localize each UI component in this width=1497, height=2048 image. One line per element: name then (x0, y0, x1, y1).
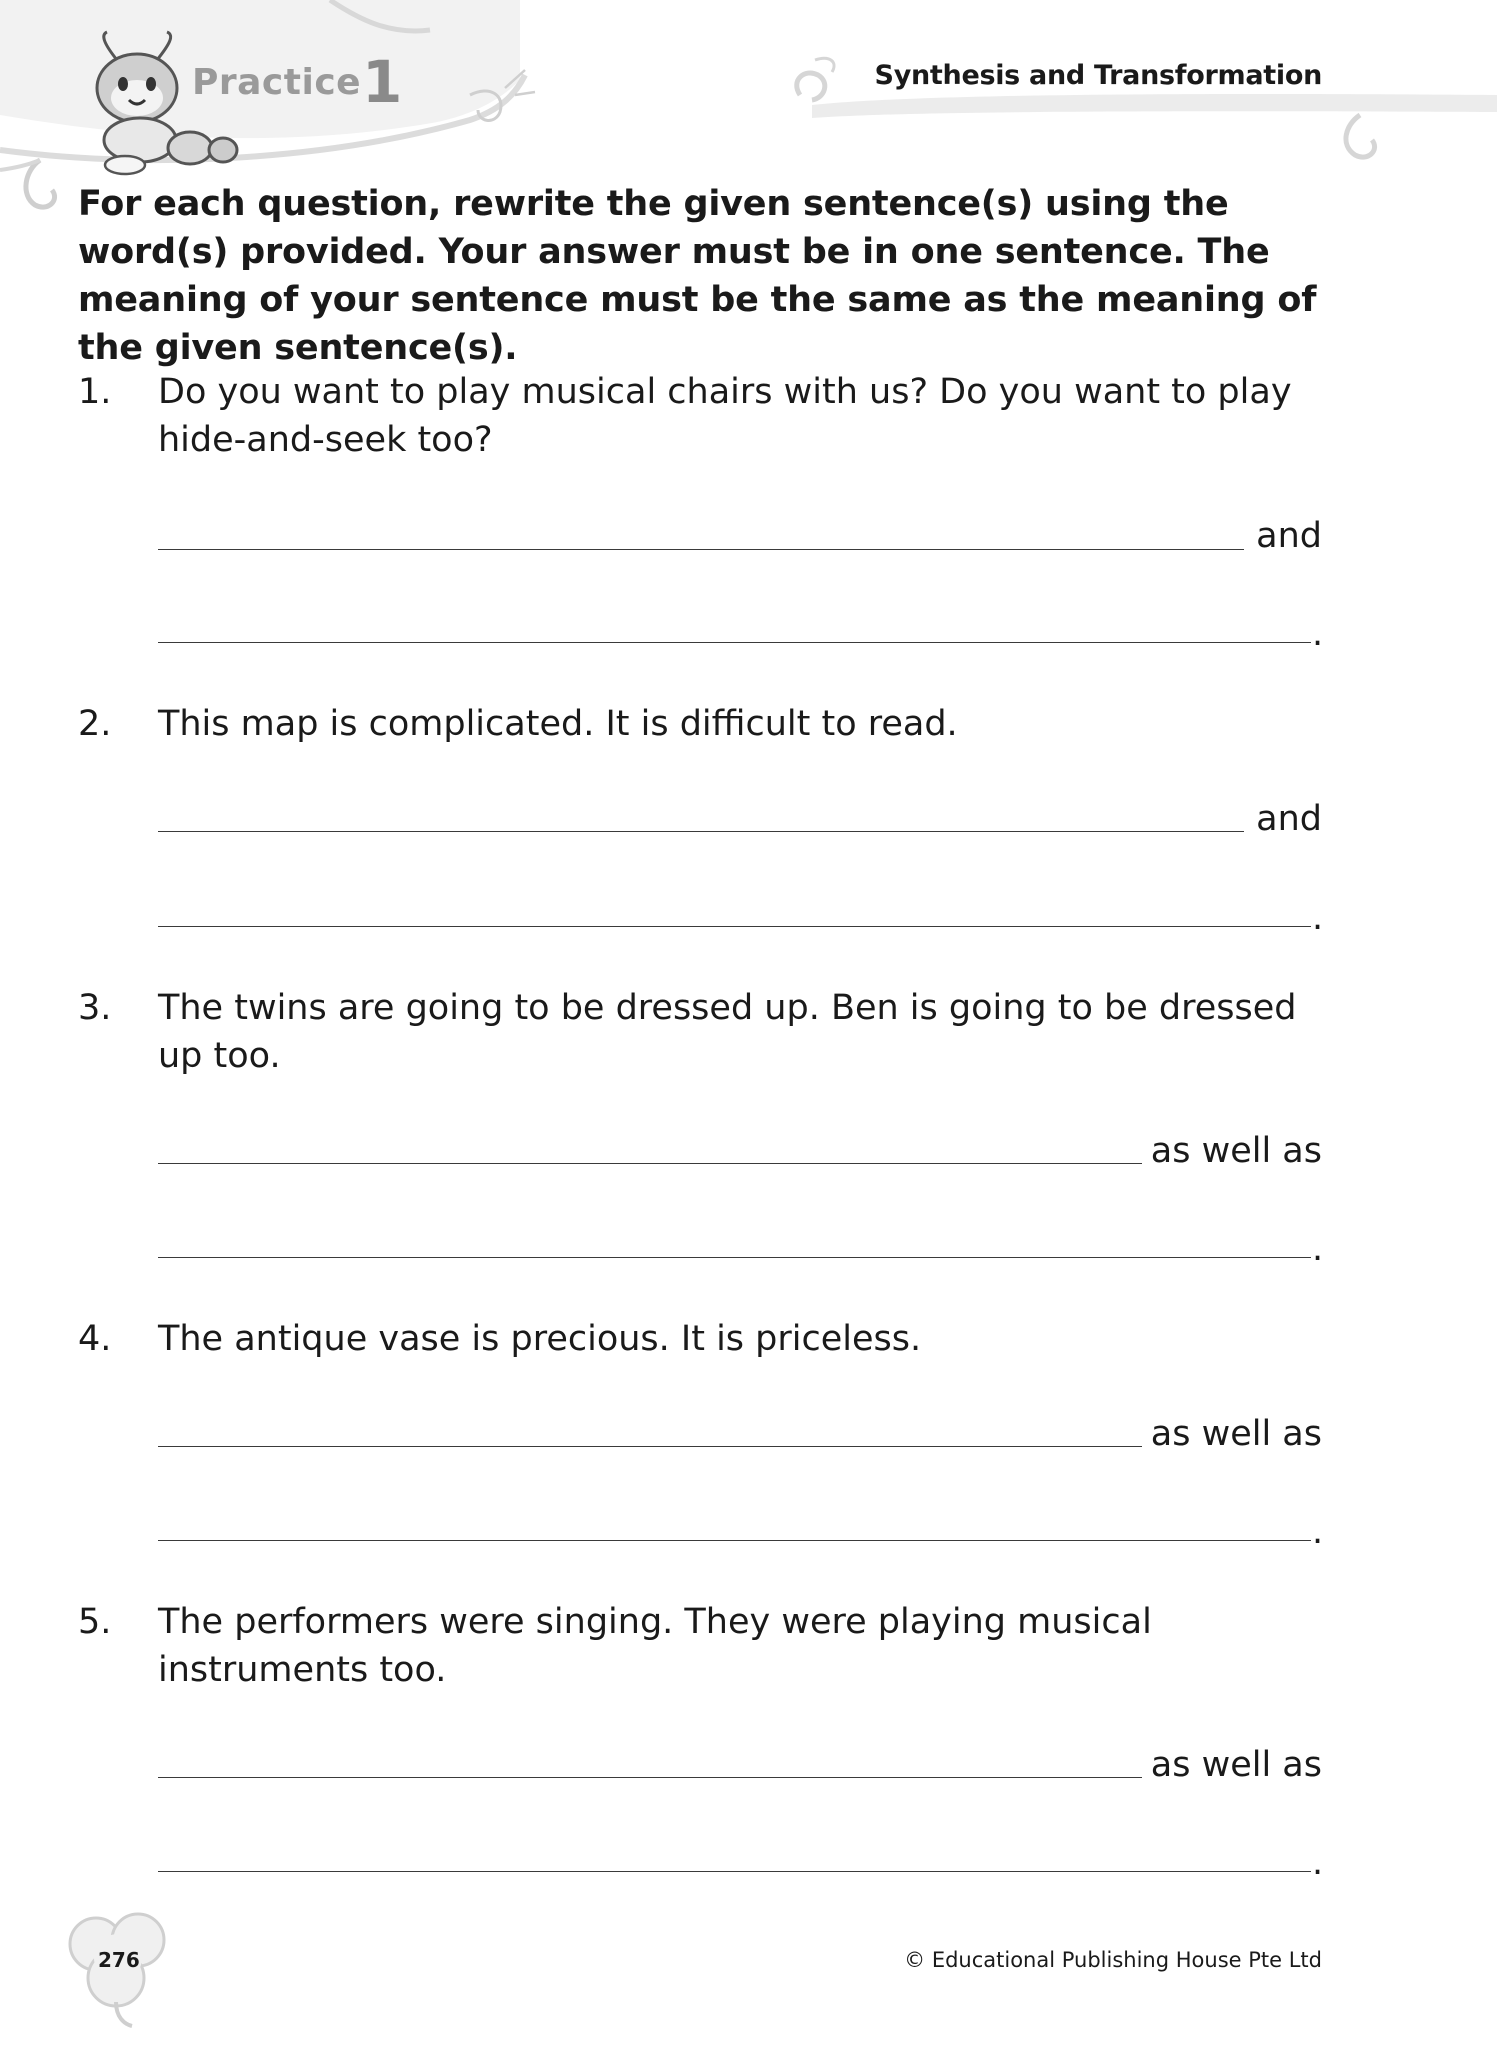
question-number: 5. (78, 1602, 112, 1642)
sentence-end: . (1312, 898, 1324, 938)
answer-line[interactable] (158, 926, 1311, 927)
section-title: Synthesis and Transformation (874, 60, 1322, 91)
practice-number: 1 (362, 48, 403, 116)
page-number: 276 (98, 1948, 140, 1972)
answer-line[interactable] (158, 1163, 1142, 1164)
question-number: 4. (78, 1319, 112, 1359)
question-number: 2. (78, 704, 112, 744)
question-text: This map is complicated. It is difficult to read. (158, 704, 958, 744)
sentence-end: . (1312, 1229, 1324, 1269)
question-text: The twins are going to be dressed up. Ben is going to be dressed up too. (158, 988, 1297, 1076)
header-vine-illustration (0, 0, 535, 207)
question-text: The performers were singing. They were playing musical instruments too. (158, 1602, 1152, 1690)
question-text: The antique vase is precious. It is priceless. (158, 1319, 922, 1359)
connector-word: and (1256, 799, 1322, 839)
question-number: 1. (78, 372, 112, 412)
answer-line[interactable] (158, 549, 1244, 550)
question-number: 3. (78, 988, 112, 1028)
sentence-end: . (1312, 1512, 1324, 1552)
answer-line[interactable] (158, 1777, 1142, 1778)
sentence-end: . (1312, 614, 1324, 654)
connector-word: as well as (1150, 1745, 1322, 1785)
connector-word: as well as (1150, 1414, 1322, 1454)
answer-line[interactable] (158, 1446, 1142, 1447)
answer-line[interactable] (158, 1871, 1311, 1872)
answer-line[interactable] (158, 642, 1311, 643)
copyright: © Educational Publishing House Pte Ltd (904, 1948, 1322, 1972)
question-text: Do you want to play musical chairs with us? Do you want to play hide-and-seek too? (158, 372, 1292, 460)
instructions: For each question, rewrite the given sentence(s) using the word(s) provided. Your answer must be in one sentence. The meaning of your sentence must be the same as the meaning of the given sentence(s). (78, 184, 1317, 368)
connector-word: and (1256, 516, 1322, 556)
connector-word: as well as (1150, 1131, 1322, 1171)
sentence-end: . (1312, 1843, 1324, 1883)
practice-label: Practice (192, 62, 362, 103)
answer-line[interactable] (158, 1257, 1311, 1258)
answer-line[interactable] (158, 831, 1244, 832)
answer-line[interactable] (158, 1540, 1311, 1541)
